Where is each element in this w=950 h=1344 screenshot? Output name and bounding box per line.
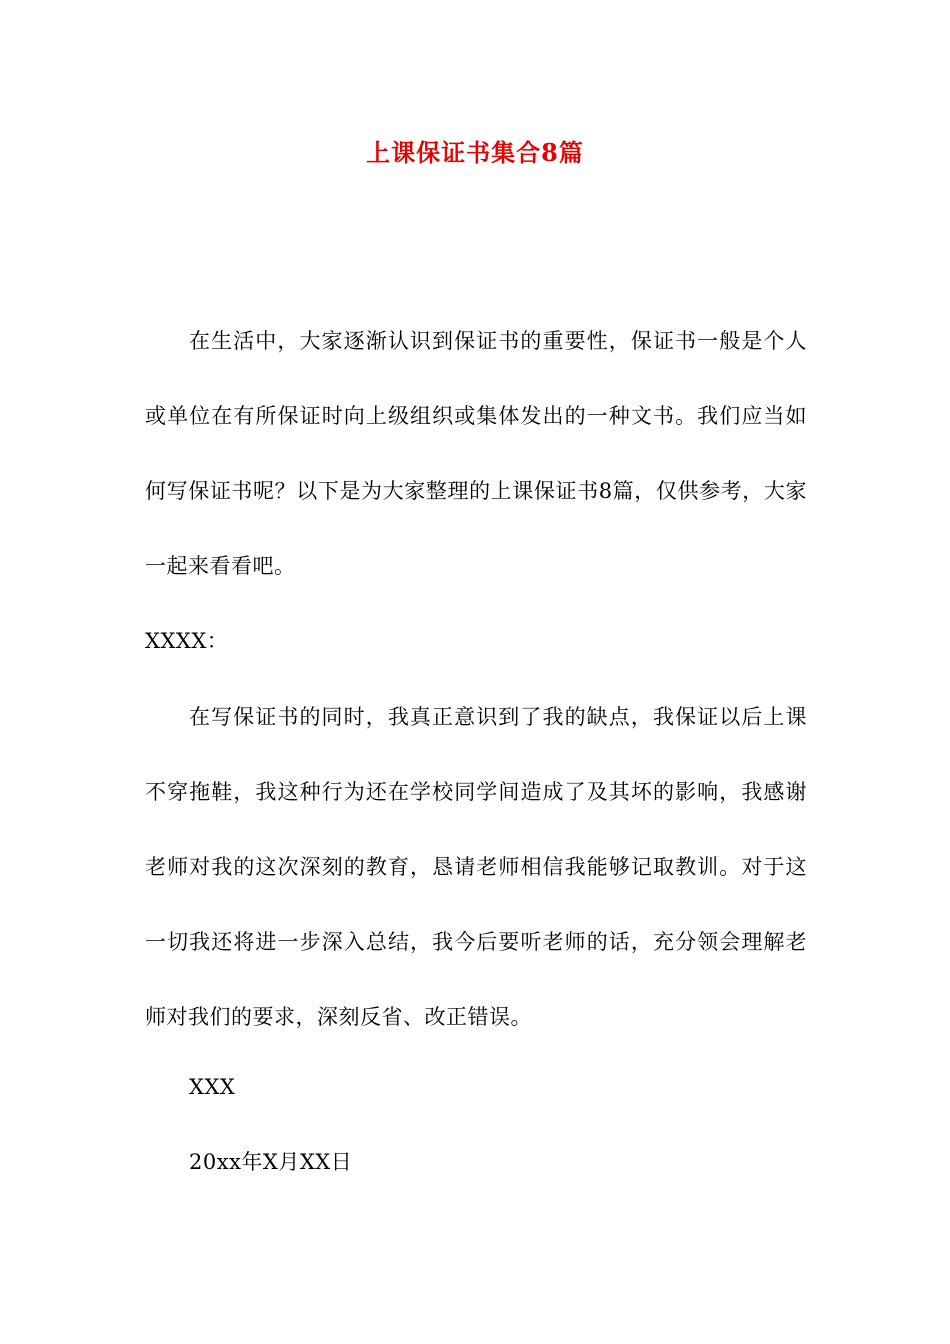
- intro-paragraph: 在生活中，大家逐渐认识到保证书的重要性，保证书一般是个人或单位在有所保证时向上级组织或集体发出的一种文书。我们应当如何写保证书呢？以下是为大家整理的上课保证书8篇，仅供参考，大家一起来看看吧。: [145, 329, 807, 578]
- document-title: 上课保证书集合8篇: [366, 138, 584, 167]
- signature-name: XXX: [189, 1075, 236, 1099]
- pledge-paragraph: 在写保证书的同时，我真正意识到了我的缺点，我保证以后上课不穿拖鞋，我这种行为还在学校同学间造成了及其坏的影响，我感谢老师对我的这次深刻的教育，恳请老师相信我能够记取教训。对于这一切我还将进一步深入总结，我今后要听老师的话，充分领会理解老师对我们的要求，深刻反省、改正错误。: [145, 705, 807, 1029]
- salutation: XXXX：: [145, 629, 229, 653]
- signature-date: 20xx年X月XX日: [189, 1150, 353, 1174]
